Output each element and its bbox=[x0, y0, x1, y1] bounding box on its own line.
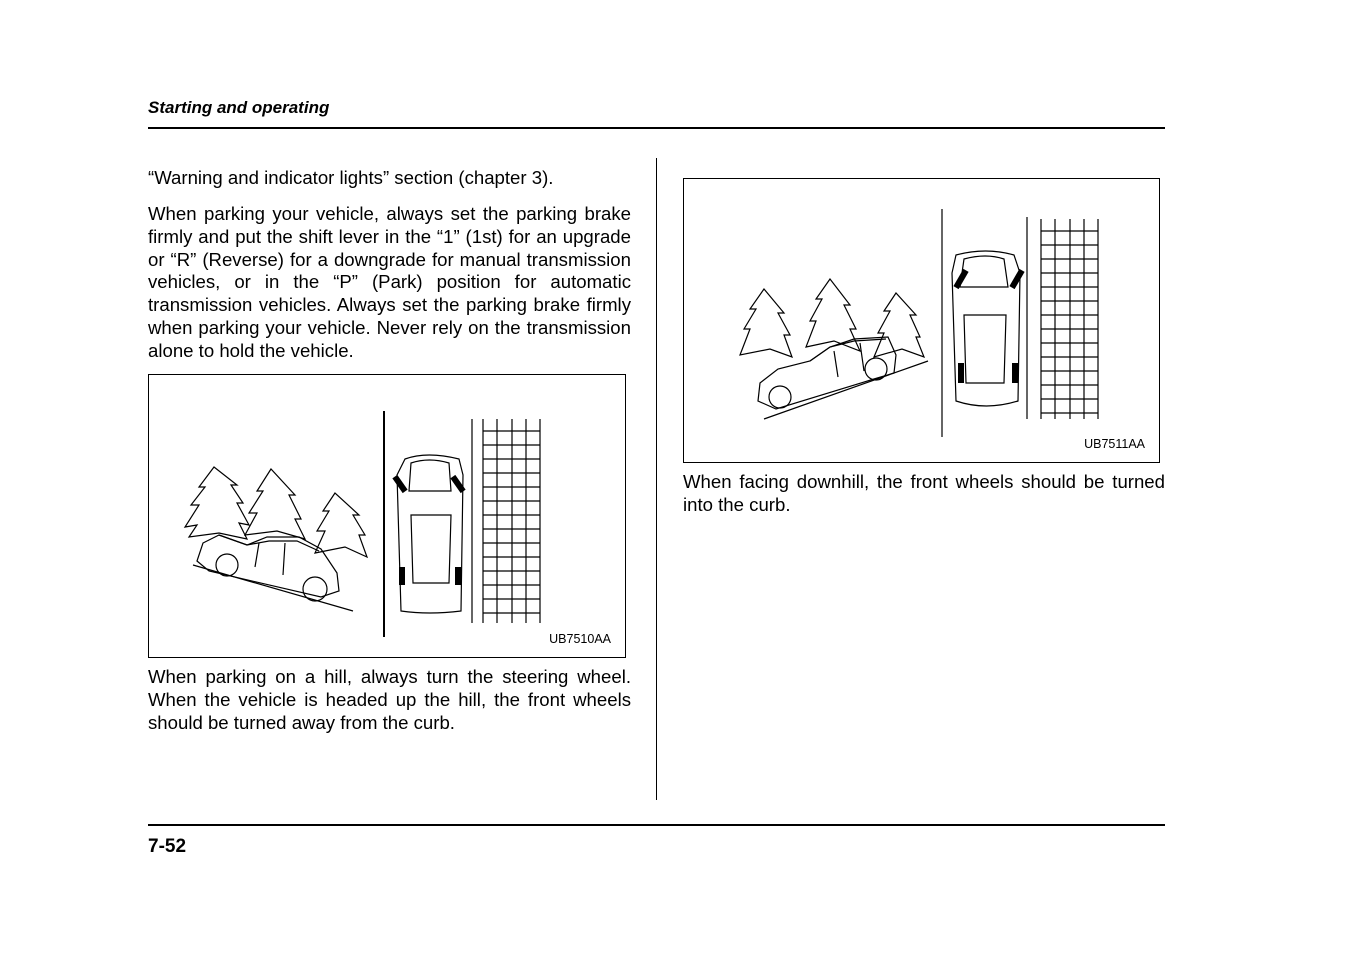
section-header: Starting and operating bbox=[148, 98, 330, 117]
downhill-illustration bbox=[684, 179, 1161, 464]
uphill-illustration bbox=[149, 375, 627, 659]
header-rule bbox=[148, 127, 1165, 129]
left-paragraph-2: When parking your vehicle, always set the parking brake firmly and put the shift lever in the “1” (1st) for an upgrade or “R” (Reverse) for a downgrade for manual transmission vehicles, or in the “P” (Park) position for automatic transmission vehicles. Always set the parking brake firmly when parking your vehicle. Never rely on the transmission alone to hold the vehicle. bbox=[148, 203, 631, 361]
figure-uphill-parking bbox=[148, 374, 626, 658]
left-paragraph-3: When parking on a hill, always turn the steering wheel. When the vehicle is headed up the hill, the front wheels should be turned away from the curb. bbox=[148, 666, 631, 733]
figure-code: UB7511AA bbox=[1084, 437, 1145, 451]
footer-rule bbox=[148, 824, 1165, 826]
column-divider bbox=[656, 158, 657, 800]
page-number: 7-52 bbox=[148, 836, 187, 857]
right-paragraph-1: When facing downhill, the front wheels should be turned into the curb. bbox=[683, 471, 1165, 515]
figure-code: UB7510AA bbox=[549, 632, 611, 646]
figure-downhill-parking bbox=[683, 178, 1160, 463]
left-paragraph-1: “Warning and indicator lights” section (chapter 3). bbox=[148, 167, 554, 188]
